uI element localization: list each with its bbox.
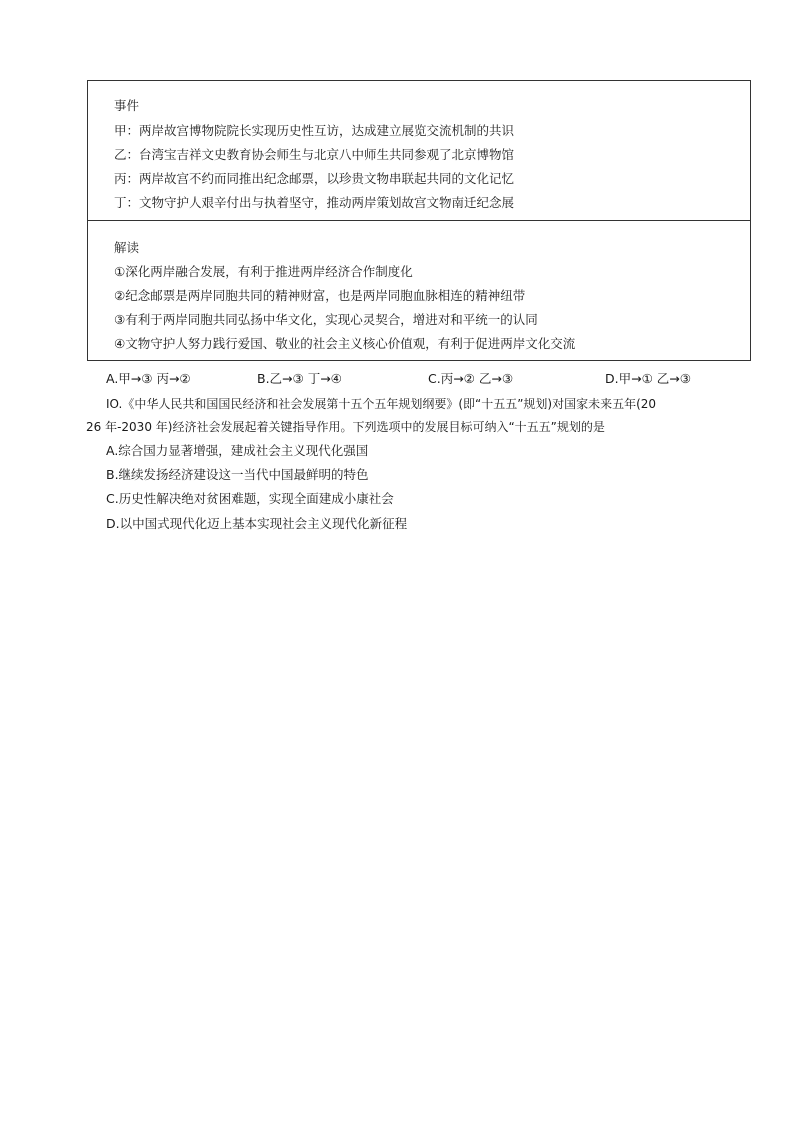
q10-stem-line1: IO.《中华人民共和国国民经济和社会发展第十五个五年规划纲要》(即“十五五”规划)对国家未来五年(20 bbox=[106, 397, 657, 411]
q10-option-c: C.历史性解决绝对贫困难题，实现全面建成小康社会 bbox=[106, 491, 394, 506]
interpretation-2: ②纪念邮票是两岸同胞共同的精神财富，也是两岸同胞血脉相连的精神纽带 bbox=[114, 288, 526, 303]
table-divider bbox=[88, 220, 750, 221]
interpretation-4: ④文物守护人努力践行爱国、敬业的社会主义核心价值观，有利于促进两岸文化交流 bbox=[114, 336, 576, 351]
q10-option-b: B.继续发扬经济建设这一当代中国最鲜明的特色 bbox=[106, 467, 369, 482]
event-bing: 丙：两岸故宫不约而同推出纪念邮票，以珍贵文物串联起共同的文化记忆 bbox=[114, 171, 515, 186]
interpretation-3: ③有利于两岸同胞共同弘扬中华文化，实现心灵契合，增进对和平统一的认同 bbox=[114, 312, 538, 327]
events-interpretation-table bbox=[87, 80, 751, 361]
q9-option-b: B.乙→③ 丁→④ bbox=[257, 371, 342, 386]
event-ding: 丁：文物守护人艰辛付出与执着坚守，推动两岸策划故宫文物南迁纪念展 bbox=[114, 195, 515, 210]
events-header: 事件 bbox=[114, 98, 140, 113]
q10-stem-line2: 26 年-2030 年)经济社会发展起着关键指导作用。下列选项中的发展目标可纳入“十五五”规划的是 bbox=[86, 420, 605, 434]
interpretation-header: 解读 bbox=[114, 240, 140, 255]
q10-option-d: D.以中国式现代化迈上基本实现社会主义现代化新征程 bbox=[106, 516, 408, 531]
event-jia: 甲：两岸故宫博物院院长实现历史性互访，达成建立展览交流机制的共识 bbox=[114, 123, 515, 138]
event-yi: 乙：台湾宝吉祥文史教育协会师生与北京八中师生共同参观了北京博物馆 bbox=[114, 147, 515, 162]
q10-option-a: A.综合国力显著增强，建成社会主义现代化强国 bbox=[106, 443, 369, 458]
q9-option-c: C.丙→② 乙→③ bbox=[428, 371, 514, 386]
q9-option-d: D.甲→① 乙→③ bbox=[605, 371, 691, 386]
interpretation-1: ①深化两岸融合发展，有利于推进两岸经济合作制度化 bbox=[114, 264, 413, 279]
q9-option-a: A.甲→③ 丙→② bbox=[106, 371, 191, 386]
